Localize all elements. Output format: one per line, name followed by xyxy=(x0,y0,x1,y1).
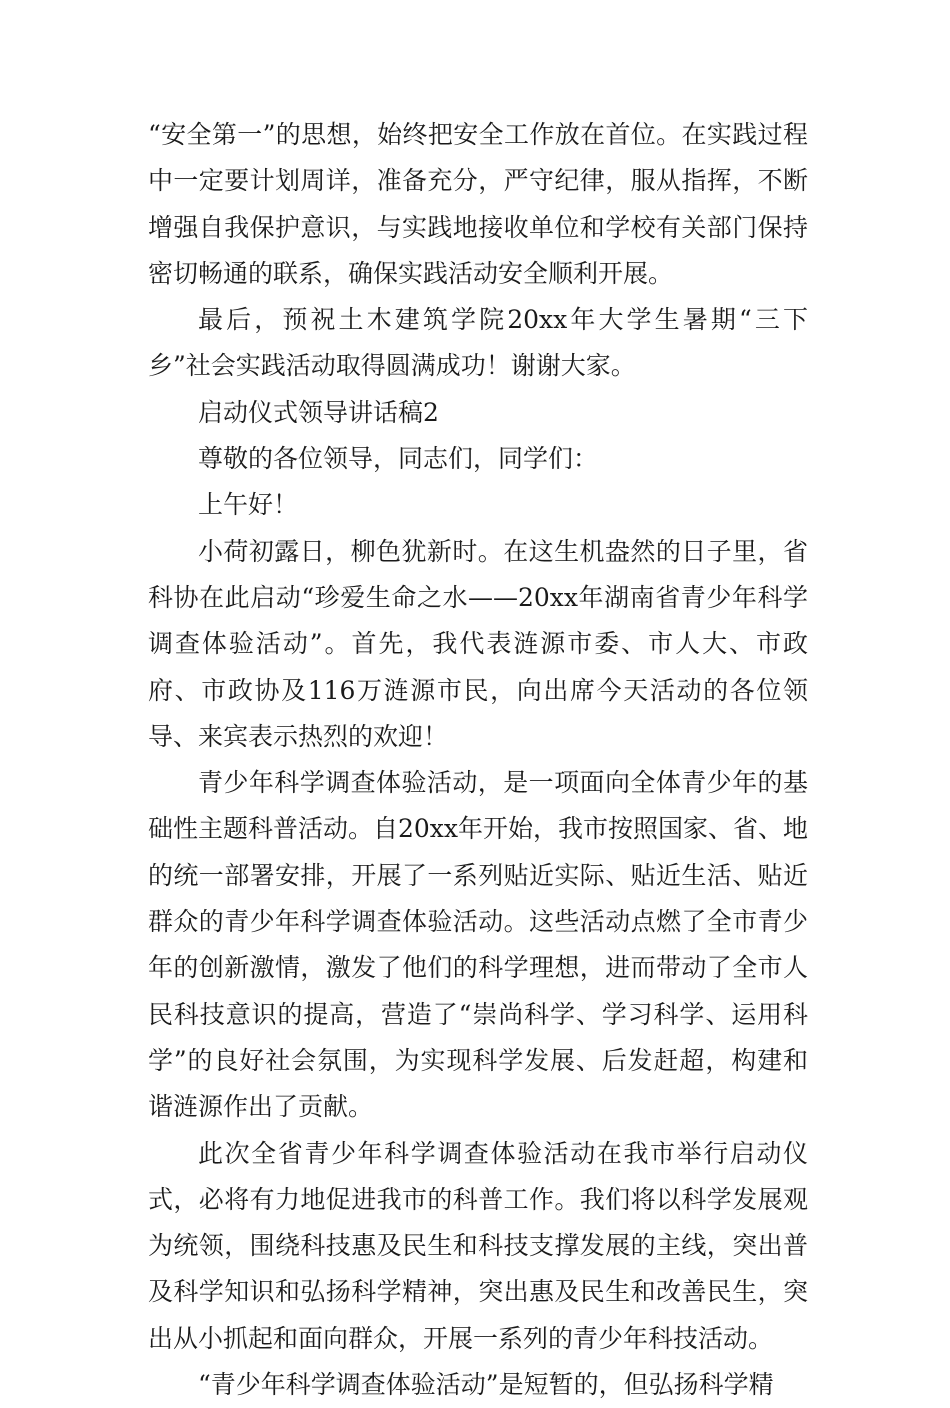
paragraph-8: 此次全省青少年科学调查体验活动在我市举行启动仪式，必将有力地促进我市的科普工作。我们将以科学发展观为统领，围绕科技惠及民生和科技支撑发展的主线，突出普及科学知识和弘扬科学精神，突出惠及民生和改善民生，突出从小抓起和面向群众，开展一系列的青少年科技活动。 xyxy=(148,1138,808,1353)
paragraph-9: “青少年科学调查体验活动”是短暂的，但弘扬科学精 xyxy=(198,1370,774,1400)
section-heading: 启动仪式领导讲话稿2 xyxy=(198,397,439,427)
paragraph-6: 小荷初露日，柳色犹新时。在这生机盎然的日子里，省科协在此启动“珍爱生命之水——20xx年湖南省青少年科学调查体验活动”。首先，我代表涟源市委、市人大、市政府、市政协及116万涟源市民，向出席今天活动的各位领导、来宾表示热烈的欢迎！ xyxy=(148,536,808,751)
paragraph-7: 青少年科学调查体验活动，是一项面向全体青少年的基础性主题科普活动。自20xx年开始，我市按照国家、省、地的统一部署安排，开展了一系列贴近实际、贴近生活、贴近群众的青少年科学调查体验活动。这些活动点燃了全市青少年的创新激情，激发了他们的科学理想，进而带动了全市人民科技意识的提高，营造了“崇尚科学、学习科学、运用科学”的良好社会氛围，为实现科学发展、后发赶超，构建和谐涟源作出了贡献。 xyxy=(148,768,809,1122)
paragraph-2: 最后，预祝土木建筑学院20xx年大学生暑期“三下乡”社会实践活动取得圆满成功！谢谢大家。 xyxy=(148,305,808,381)
document-body xyxy=(148,112,808,1408)
salutation: 尊敬的各位领导，同志们，同学们： xyxy=(198,444,599,474)
paragraph-1: “安全第一”的思想，始终把安全工作放在首位。在实践过程中一定要计划周详，准备充分，严守纪律，服从指挥，不断增强自我保护意识，与实践地接收单位和学校有关部门保持密切畅通的联系，确保实践活动安全顺利开展。 xyxy=(148,120,808,288)
greeting: 上午好！ xyxy=(198,490,299,520)
